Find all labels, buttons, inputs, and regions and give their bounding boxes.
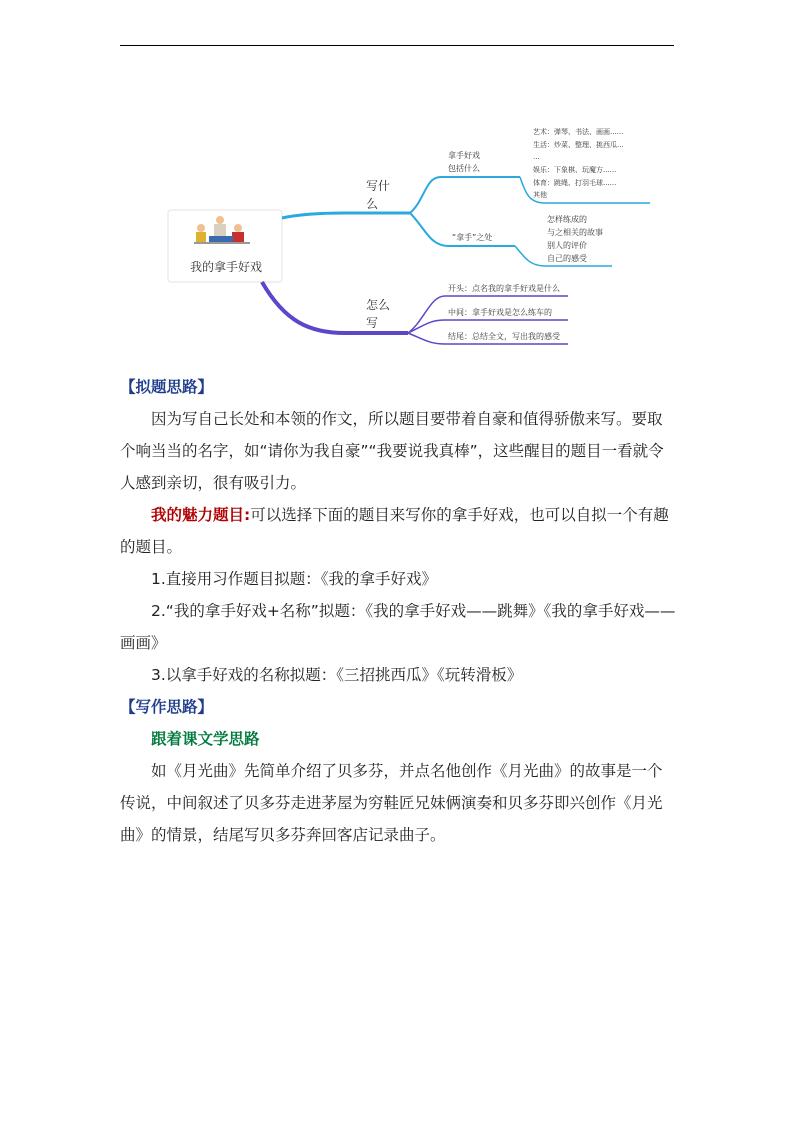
- list-item-3: [120, 659, 676, 691]
- branch-how-label-1: 怎么: [366, 298, 391, 312]
- writing-heading-text: 【写作思路】: [120, 698, 214, 716]
- branch-what-label-2: 么: [366, 197, 379, 211]
- include-item: 艺术：弹琴、书法、画画......: [533, 128, 624, 136]
- strength-label: “拿手”之处: [452, 233, 493, 242]
- strength-item: 自己的感受: [547, 254, 587, 263]
- strength-item: 与之相关的故事: [547, 228, 603, 237]
- how-opening: 开头：点名我的拿手好戏是什么: [448, 284, 560, 293]
- branch-what-line: [282, 213, 410, 218]
- title-heading-text: 【拟题思路】: [120, 378, 214, 396]
- follow-heading: [120, 723, 676, 755]
- include-label-1: 拿手好戏: [448, 151, 480, 160]
- include-item: 其他: [533, 191, 547, 199]
- include-item: 娱乐：下象棋、玩魔方......: [533, 166, 617, 174]
- title-paragraph-text: 因为写自己长处和本领的作文，所以题目要带着自豪和值得骄傲来写。要取个响当当的名字，如“请你为我自豪”“我要说我真棒”，这些醒目的题目一看就令人感到亲切，很有吸引力。: [120, 410, 664, 492]
- charm-paragraph: [120, 499, 676, 563]
- item-3-text: 3.以拿手好戏的名称拟题：《三招挑西瓜》《玩转滑板》: [151, 666, 523, 684]
- how-middle: 中间：拿手好戏是怎么练车的: [448, 308, 552, 317]
- include-item: 生活：炒菜、整理、挑西瓜...: [533, 141, 624, 149]
- item-1-text: 1.直接用习作题目拟题：《我的拿手好戏》: [151, 570, 438, 588]
- include-item: 体育：跳绳、打羽毛球......: [533, 179, 617, 187]
- charm-label: 我的魅力题目:: [151, 506, 251, 524]
- item-2-text: 2.“我的拿手好戏+名称”拟题：《我的拿手好戏——跳舞》《我的拿手好戏——画画》: [120, 602, 676, 652]
- include-item: ...: [533, 153, 540, 161]
- how-ending: 结尾：总结全文，写出我的感受: [448, 332, 560, 341]
- follow-paragraph-text: 如《月光曲》先简单介绍了贝多芬，并点名他创作《月光曲》的故事是一个传说，中间叙述了贝多芬走进茅屋为穷鞋匠兄妹俩演奏和贝多芬即兴创作《月光曲》的情景，结尾写贝多芬奔回客店记录曲子。: [120, 762, 663, 844]
- branch-how-label-2: 写: [366, 316, 379, 330]
- title-heading: [120, 371, 676, 403]
- strength-item: 怎样练成的: [547, 215, 587, 224]
- header-rule: [120, 45, 674, 46]
- connector-include: [410, 177, 520, 213]
- charm-text: 可以选择下面的题目来写你的拿手好戏，也可以自拟一个有趣的题目。: [120, 506, 669, 556]
- central-label: 我的拿手好戏: [189, 260, 263, 274]
- title-paragraph: [120, 403, 676, 499]
- list-item-2: [120, 595, 676, 659]
- writing-heading: [120, 691, 676, 723]
- branch-what-label-1: 写什: [366, 179, 391, 193]
- include-label-2: 包括什么: [448, 164, 480, 173]
- follow-paragraph: [120, 755, 676, 851]
- strength-item: 别人的评价: [547, 241, 587, 250]
- follow-heading-text: 跟着课文学思路: [151, 730, 260, 748]
- list-item-1: [120, 563, 676, 595]
